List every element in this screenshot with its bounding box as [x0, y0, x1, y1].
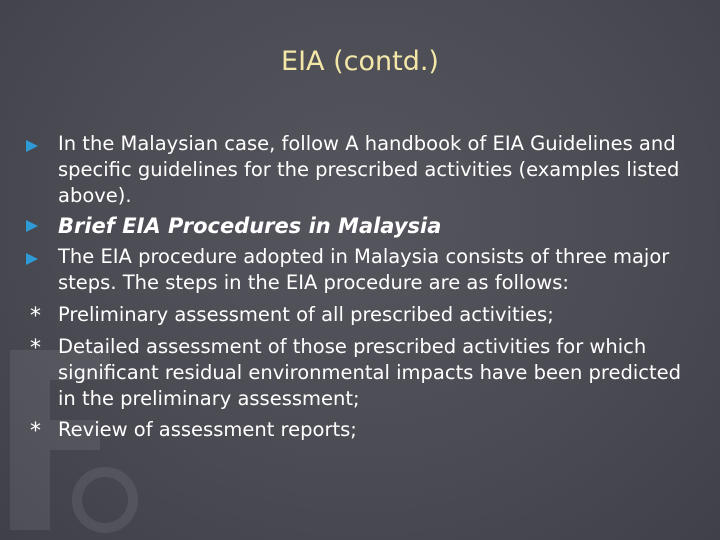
sub-bullet-item: [26, 302, 696, 328]
triangle-bullet-icon: [26, 131, 52, 152]
slide-title: EIA (contd.): [281, 46, 439, 77]
bullet-text: Detailed assessment of those prescribed activities for which significant residual environmental impacts have been predicted in the preliminary assessment;: [58, 335, 682, 410]
bullet-text: In the Malaysian case, follow A handbook of EIA Guidelines and specific guidelines for the prescribed activities (examples listed above).: [58, 132, 680, 207]
sub-bullet-item: [26, 417, 696, 443]
bullet-item: [26, 244, 696, 296]
asterisk-marker: *: [30, 336, 41, 361]
bullet-text: Review of assessment reports;: [58, 418, 357, 441]
asterisk-marker: *: [30, 304, 41, 329]
asterisk-marker: *: [30, 419, 41, 444]
bullet-item: [26, 211, 696, 241]
bullet-text: Preliminary assessment of all prescribed activities;: [58, 303, 554, 326]
sub-bullet-item: [26, 334, 696, 412]
triangle-bullet-icon: [26, 211, 52, 232]
triangle-bullet-icon: [26, 244, 52, 265]
section-heading: Brief EIA Procedures in Malaysia: [58, 214, 442, 238]
bullet-text: The EIA procedure adopted in Malaysia consists of three major steps. The steps in the EIA procedure are as follows:: [58, 245, 670, 294]
bullet-item: [26, 131, 696, 209]
